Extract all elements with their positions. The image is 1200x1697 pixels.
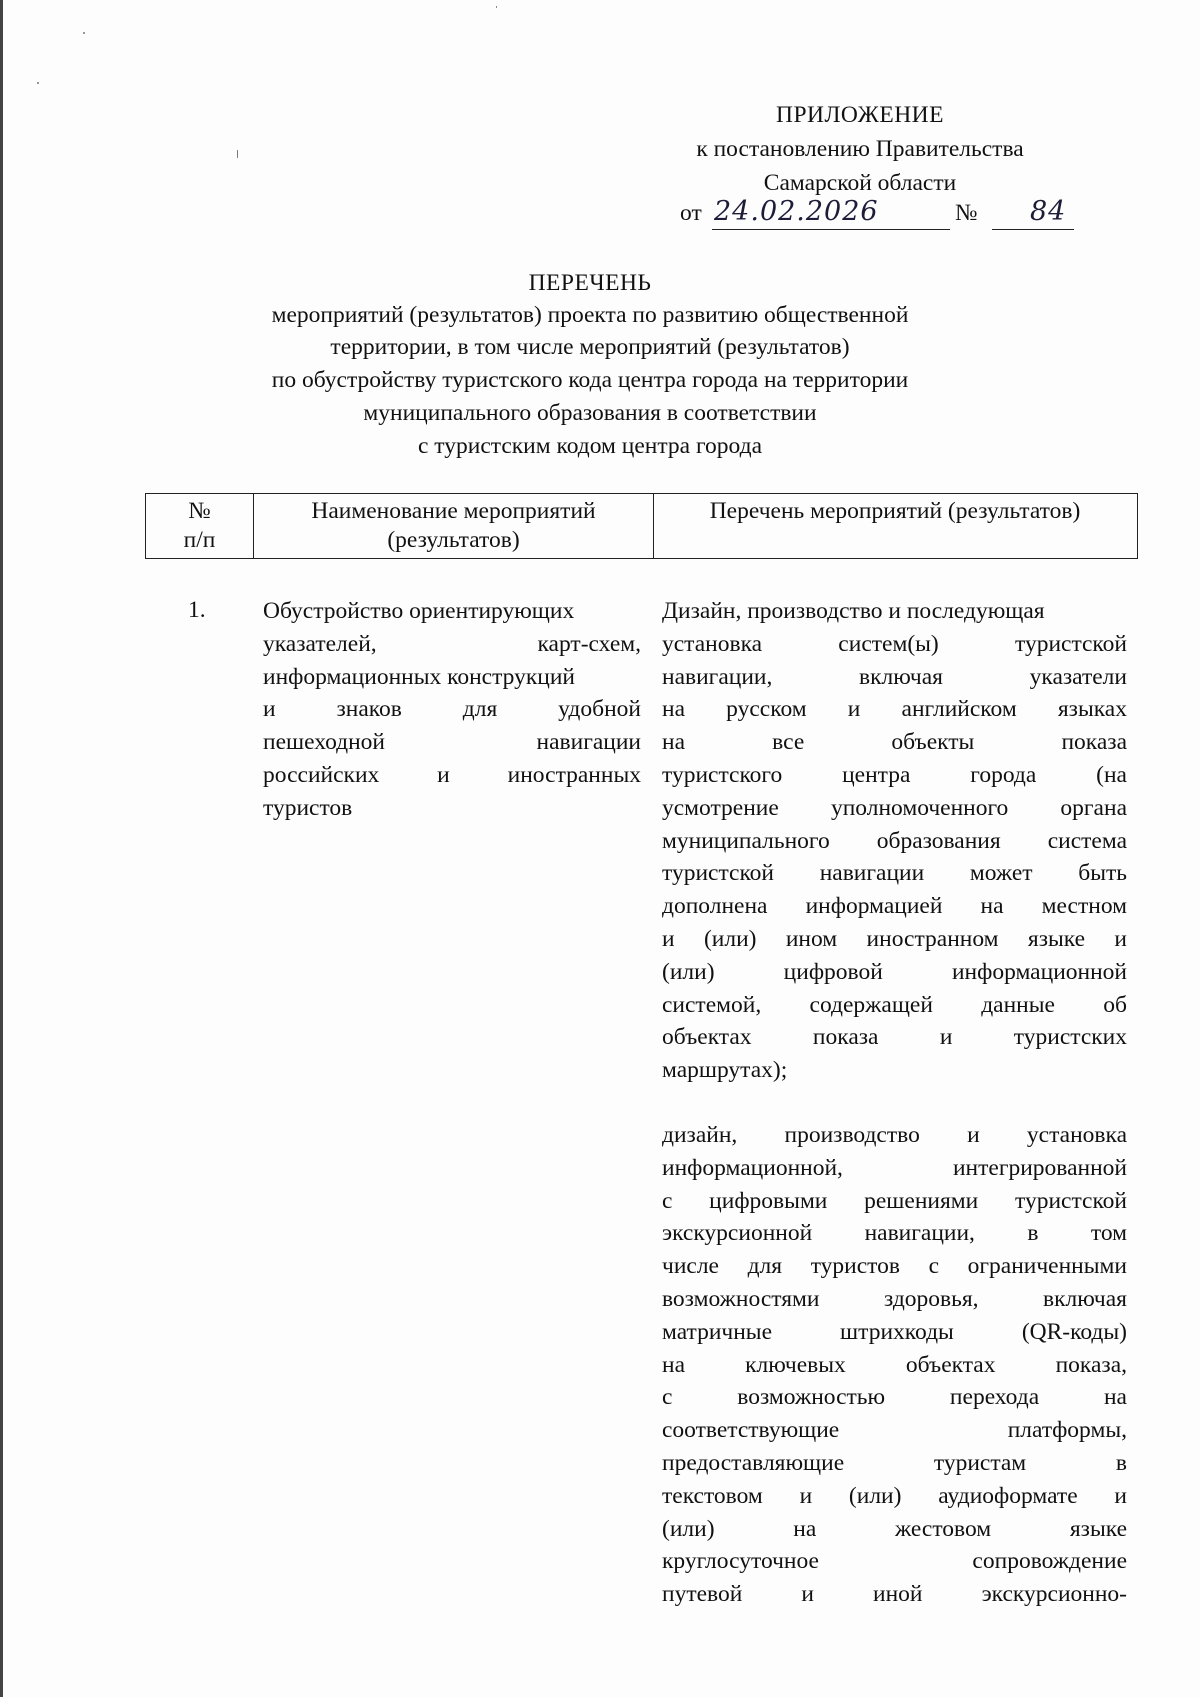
date-underline	[712, 229, 950, 230]
heading-line: с туристским кодом центра города	[417, 433, 762, 459]
text-line: дизайн, производство и установка	[662, 1122, 1127, 1148]
scan-speck	[83, 32, 85, 34]
text-line: и (или) ином иностранном языке и	[662, 925, 1127, 952]
scan-speck	[496, 6, 497, 8]
page-left-edge	[0, 0, 3, 1697]
heading-line: по обустройству туристского кода центра города на территории	[271, 367, 909, 393]
text-line: предоставляющие туристам в	[662, 1449, 1127, 1476]
number-underline	[992, 229, 1074, 230]
text-line: информационной, интегрированной	[662, 1154, 1127, 1181]
text-line: объектах показа и туристских	[662, 1024, 1127, 1051]
text-line: путевой и иной экскурсионно-	[662, 1581, 1127, 1608]
text-line: экскурсионной навигации, в том	[662, 1220, 1127, 1247]
text-line: круглосуточное сопровождение	[662, 1548, 1127, 1575]
text-line: Обустройство ориентирующих	[263, 598, 575, 624]
table-header	[145, 493, 1138, 559]
appendix-date-number-row	[680, 196, 1100, 234]
heading-line: мероприятий (результатов) проекта по развитию общественной	[271, 302, 909, 328]
text-line: на все объекты показа	[662, 729, 1127, 756]
row-name-cell	[263, 595, 641, 825]
text-line: и знаков для удобной	[263, 696, 641, 723]
heading-line: территории, в том числе мероприятий (результатов)	[330, 334, 850, 360]
text-line: с цифровыми решениями туристской	[662, 1187, 1127, 1214]
text-line: текстовом и (или) аудиоформате и	[662, 1482, 1127, 1509]
text-line: туристов	[263, 794, 353, 821]
date-prefix: от	[680, 200, 702, 226]
text-line: на ключевых объектах показа,	[662, 1351, 1127, 1378]
header-list-col: Перечень мероприятий (результатов)	[709, 498, 1081, 524]
text-line: туристского центра города (на	[662, 761, 1127, 788]
scan-speck	[37, 82, 39, 84]
appendix-line1: к постановлению Правительства	[696, 136, 1024, 162]
text-line: информационных конструкций	[263, 663, 576, 690]
header-number-col: № п/п	[146, 494, 254, 558]
text-line: соответствующие платформы,	[662, 1417, 1127, 1444]
header-name-col: Наименование мероприятий (результатов)	[254, 494, 654, 558]
row-list-paragraph-1	[662, 595, 1127, 1087]
row-list-paragraph-2	[662, 1119, 1127, 1611]
text-line: маршрутах);	[662, 1057, 788, 1084]
text-line: системой, содержащей данные об	[662, 991, 1127, 1018]
appendix-title: ПРИЛОЖЕНИЕ	[775, 102, 945, 128]
text-line: числе для туристов с ограниченными	[662, 1253, 1127, 1280]
text-line: (или) цифровой информационной	[662, 958, 1127, 985]
scan-speck	[237, 150, 238, 158]
handwritten-number: 84	[1030, 196, 1067, 227]
text-line: навигации, включая указатели	[662, 663, 1127, 690]
text-line: возможностями здоровья, включая	[662, 1285, 1127, 1312]
text-line: пешеходной навигации	[263, 729, 641, 756]
text-line: установка систем(ы) туристской	[662, 630, 1127, 657]
text-line: указателей, карт-схем,	[263, 630, 641, 657]
heading-line: муниципального образования в соответствии	[363, 400, 817, 426]
text-line: российских и иностранных	[263, 761, 641, 788]
text-line: Дизайн, производство и последующая	[662, 598, 1045, 624]
handwritten-date: 24.02.2026	[714, 196, 879, 227]
appendix-line2: Самарской области	[763, 170, 957, 196]
text-line: на русском и английском языках	[662, 696, 1127, 723]
text-line: матричные штрихкоды (QR-коды)	[662, 1318, 1127, 1345]
text-line: усмотрение уполномоченного органа	[662, 794, 1127, 821]
text-line: с возможностью перехода на	[662, 1384, 1127, 1411]
list-title: ПЕРЕЧЕНЬ	[528, 270, 652, 296]
text-line: (или) на жестовом языке	[662, 1515, 1127, 1542]
text-line: туристской навигации может быть	[662, 860, 1127, 887]
text-line: дополнена информацией на местном	[662, 893, 1127, 920]
text-line: муниципального образования система	[662, 827, 1127, 854]
row-number: 1.	[188, 597, 206, 623]
number-prefix: №	[955, 200, 978, 226]
